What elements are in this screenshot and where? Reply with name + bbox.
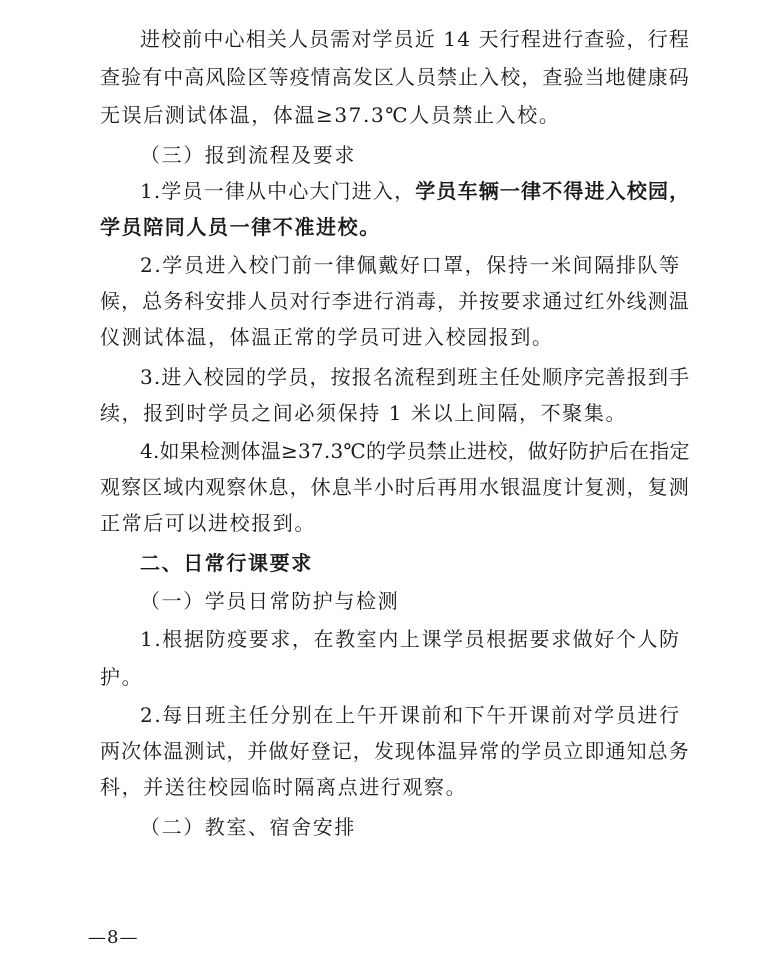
subsection-2-heading: （二）教室、宿舍安排 — [140, 815, 356, 839]
item3-line1: 3.进入校园的学员，按报名流程到班主任处顺序完善报到手 — [140, 365, 691, 389]
page-number: —8— — [88, 927, 139, 948]
daily-item2-line1: 2.每日班主任分别在上午开课前和下午开课前对学员进行 — [140, 703, 681, 727]
daily-item1-line1: 1.根据防疫要求，在教室内上课学员根据要求做好个人防 — [140, 627, 681, 651]
subsection-3-heading: （三）报到流程及要求 — [140, 143, 356, 167]
daily-item2-line3: 科，并送往校园临时隔离点进行观察。 — [100, 775, 468, 799]
item4-line1: 4.如果检测体温≥37.3℃的学员禁止进校，做好防护后在指定 — [140, 439, 690, 463]
item1-line1 — [140, 176, 690, 206]
item2-line1: 2.学员进入校门前一律佩戴好口罩，保持一米间隔排队等 — [140, 253, 681, 277]
item2-line3: 仪测试体温，体温正常的学员可进入校园报到。 — [100, 325, 554, 349]
item1-plain-text: 1.学员一律从中心大门进入， — [140, 179, 416, 203]
item4-line3: 正常后可以进校报到。 — [100, 511, 316, 535]
section-2-heading: 二、日常行课要求 — [140, 551, 313, 575]
item4-line2: 观察区域内观察休息，休息半小时后再用水银温度计复测，复测 — [100, 475, 690, 499]
item1-bold-text: 学员车辆一律不得进入校园， — [415, 179, 691, 203]
para1-line3: 无误后测试体温，体温≥37.3℃人员禁止入校。 — [100, 103, 561, 127]
para1-line1: 进校前中心相关人员需对学员近 14 天行程进行查验，行程 — [140, 27, 690, 51]
para1-line2: 查验有中高风险区等疫情高发区人员禁止入校，查验当地健康码 — [100, 65, 690, 89]
item2-line2: 候，总务科安排人员对行李进行消毒，并按要求通过红外线测温 — [100, 289, 690, 313]
item1-line2: 学员陪同人员一律不准进校。 — [100, 215, 381, 239]
daily-item1-line2: 护。 — [100, 665, 144, 689]
subsection-1-heading: （一）学员日常防护与检测 — [140, 589, 400, 613]
item3-line2: 续，报到时学员之间必须保持 1 米以上间隔，不聚集。 — [100, 401, 628, 425]
daily-item2-line2: 两次体温测试，并做好登记，发现体温异常的学员立即通知总务 — [100, 739, 690, 763]
